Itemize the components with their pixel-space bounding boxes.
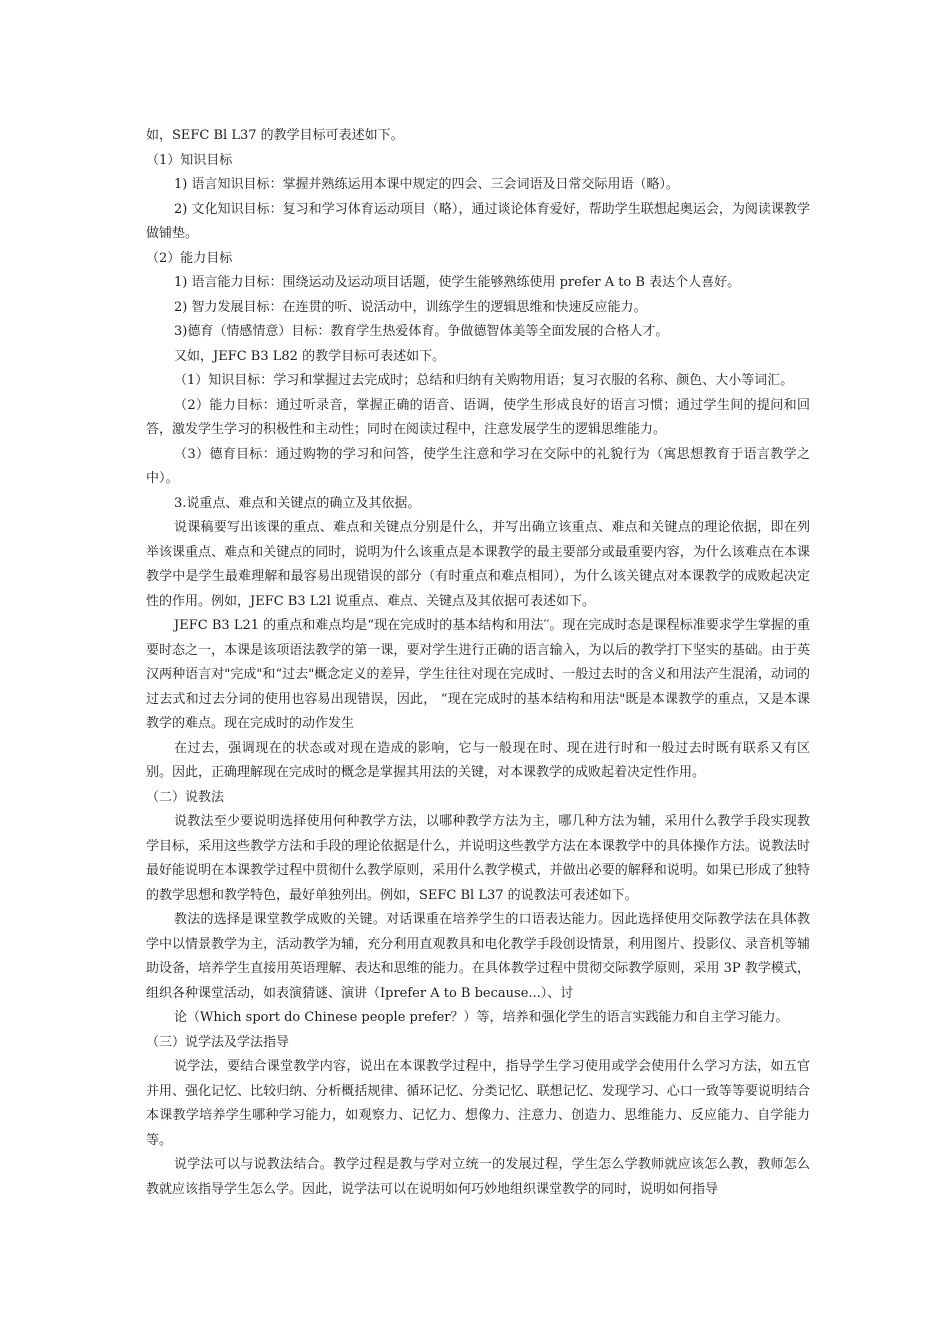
- paragraph: 说课稿要写出该课的重点、难点和关键点分别是什么，并写出确立该重点、难点和关键点的理论依据，即在列举该课重点、难点和关键点的同时，说明为什么该重点是本课教学的最主要部分或最重要内容，为什么该难点在本课教学中是学生最难理解和最容易出现错误的部分（有时重点和难点相同），为什么该关键点对本课教学的成败起决定性的作用。例如，JEFC B3 L2l 说重点、难点、关键点及其依据可表述如下。: [146, 520, 810, 609]
- paragraph: 说教法至少要说明选择使用何种教学方法，以哪种教学方法为主，哪几种方法为辅，采用什么教学手段实现教学目标，采用这些教学方法和手段的理论依据是什么，并说明这些教学方法在本课教学中的具体操作方法。说教法时最好能说明在本课教学过程中贯彻什么教学原则，采用什么教学模式，并做出必要的解释和说明。如果已形成了独特的教学思想和教学特色，最好单独列出。例如，SEFC Bl L37 的说教法可表述如下。: [146, 814, 810, 903]
- paragraph: 如，SEFC Bl L37 的教学目标可表述如下。: [146, 128, 404, 143]
- paragraph: （2）能力目标：通过听录音，掌握正确的语音、语调，使学生形成良好的语言习惯；通过学生间的提问和回答，激发学生学习的积极性和主动性；同时在阅读过程中，注意发展学生的逻辑思维能力。: [146, 397, 810, 437]
- paragraph: 1) 语言知识目标：掌握并熟练运用本课中规定的四会、三会词语及日常交际用语（略）。: [174, 177, 679, 192]
- paragraph: JEFC B3 L21 的重点和难点均是“现在完成时的基本结构和用法′′。现在完成时态是课程标准要求学生掌握的重要时态之一，本课是该项语法教学的第一课，要对学生进行正确的语言输入，为以后的教学打下坚实的基础。由于英汉两种语言对"完成"和“过去"概念定义的差异，学生往往对现在完成时、一般过去时的含义和用法产生混淆，动词的过去式和过去分词的使用也容易出现错误，因此， “现在完成时的基本结构和用法"既是本课教学的重点，又是本课教学的难点。现在完成时的动作发生: [146, 618, 810, 731]
- section-heading: （2）能力目标: [146, 250, 233, 266]
- paragraph: 2) 智力发展目标：在连贯的听、说活动中，训练学生的逻辑思维和快速反应能力。: [174, 299, 647, 315]
- section-heading: （二）说教法: [146, 789, 225, 805]
- section-heading: （1）知识目标: [146, 152, 233, 168]
- paragraph: 又如，JEFC B3 L82 的教学目标可表述如下。: [174, 348, 446, 364]
- paragraph: 教法的选择是课堂教学成败的关键。对话课重在培养学生的口语表达能力。因此选择使用交际教学法在具体教学中以情景教学为主，活动教学为辅，充分利用直观教具和电化教学手段创设情景，利用图片、投影仪、录音机等辅助设备，培养学生直接用英语理解、表达和思维的能力。在具体教学过程中贯彻交际教学原则，采用 3P 教学模式，组织各种课堂活动，如表演猜谜、演讲（Iprefer A to B because...）、讨: [146, 912, 810, 1001]
- document-body: [146, 124, 810, 1202]
- paragraph: 论（Which sport do Chinese people prefer？）等，培养和强化学生的语言实践能力和自主学习能力。: [174, 1010, 789, 1025]
- paragraph: 在过去，强调现在的状态或对现在造成的影响，它与一般现在时、现在进行时和一般过去时既有联系又有区别。因此，正确理解现在完成时的概念是掌握其用法的关键，对本课教学的成败起着决定性作用。: [146, 740, 810, 780]
- section-heading: 3.说重点、难点和关键点的确立及其依据。: [174, 495, 421, 511]
- paragraph: 3)德育（情感情意）目标：教育学生热爱体育。争做德智体美等全面发展的合格人才。: [174, 324, 669, 339]
- paragraph: 2) 文化知识目标：复习和学习体育运动项目（略），通过谈论体育爱好，帮助学生联想起奥运会，为阅读课教学做铺垫。: [146, 201, 810, 241]
- section-heading: （三）说学法及学法指导: [146, 1034, 290, 1050]
- paragraph: 1) 语言能力目标：围绕运动及运动项目话题，使学生能够熟练使用 prefer A to B 表达个人喜好。: [174, 275, 741, 290]
- paragraph: （1）知识目标：学习和掌握过去完成时；总结和归纳有关购物用语；复习衣服的名称、颜色、大小等词汇。: [174, 373, 794, 388]
- paragraph: 说学法可以与说教法结合。教学过程是教与学对立统一的发展过程，学生怎么学教师就应该怎么教，教师怎么教就应该指导学生怎么学。因此，说学法可以在说明如何巧妙地组织课堂教学的同时，说明如何指导: [146, 1157, 810, 1197]
- paragraph: （3）德育目标：通过购物的学习和问答，使学生注意和学习在交际中的礼貌行为（寓思想教育于语言教学之中）。: [146, 446, 810, 486]
- paragraph: 说学法，要结合课堂教学内容，说出在本课教学过程中，指导学生学习使用或学会使用什么学习方法，如五官并用、强化记忆、比较归纳、分析概括规律、循环记忆、分类记忆、联想记忆、发现学习、心口一致等等要说明结合本课教学培养学生哪种学习能力，如观察力、记忆力、想像力、注意力、创造力、思维能力、反应能力、自学能力等。: [146, 1059, 810, 1148]
